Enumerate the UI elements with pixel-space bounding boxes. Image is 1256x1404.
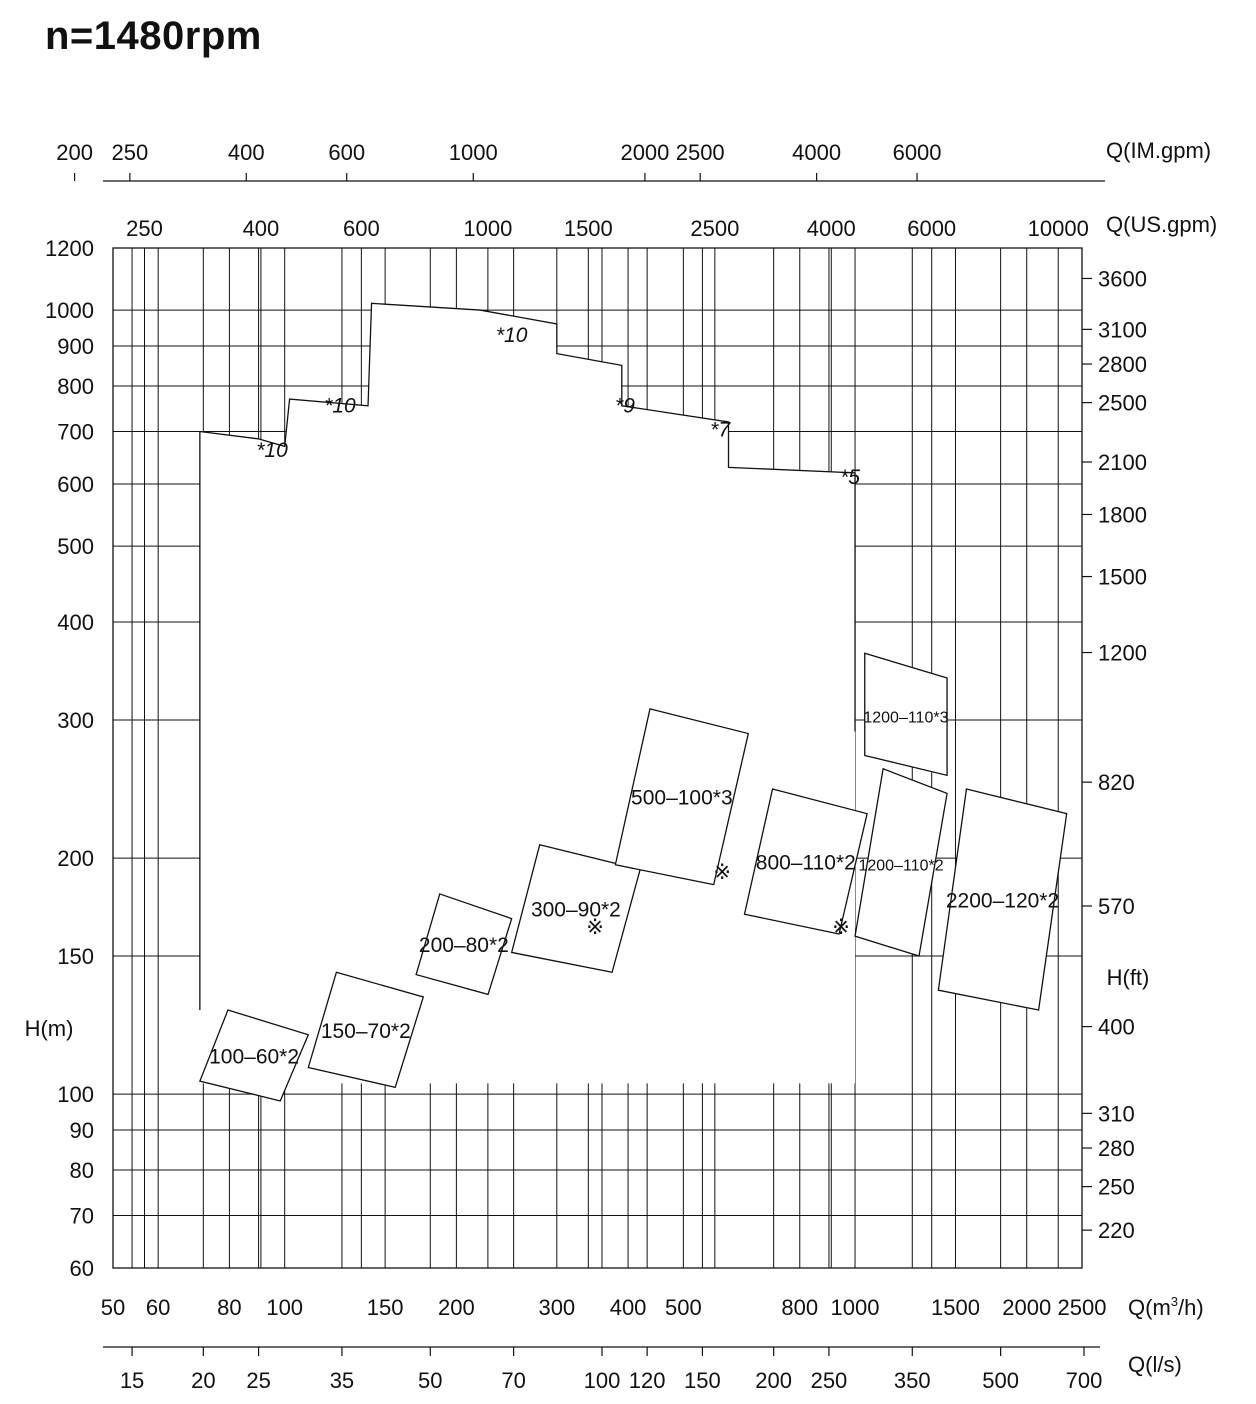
chart-title: n=1480rpm: [45, 14, 262, 58]
y-tick-label-m: 900: [57, 333, 94, 359]
x-tick-label-imgpm: 2500: [675, 140, 725, 165]
region-label: 300–90*2: [530, 898, 621, 922]
x-tick-label-ls: 120: [628, 1368, 666, 1393]
y-tick-label-ft: 310: [1098, 1101, 1135, 1127]
x-axis-title-imgpm: Q(IM.gpm): [1106, 138, 1212, 163]
x-tick-label-usgpm: 1500: [563, 216, 613, 241]
region-label: 800–110*2: [755, 851, 856, 875]
stage-label: *10: [495, 324, 528, 348]
stage-label: *9: [615, 394, 635, 418]
x-tick-label-m3h: 1500: [930, 1295, 980, 1320]
y-tick-label-ft: 400: [1098, 1014, 1135, 1040]
x-tick-label-ls: 100: [583, 1368, 621, 1393]
x-tick-label-ls: 500: [982, 1368, 1019, 1393]
y-tick-label-m: 80: [69, 1158, 94, 1184]
special-mark: ※: [832, 916, 850, 940]
x-tick-label-m3h: 800: [781, 1295, 819, 1320]
x-axis-title-ls: Q(l/s): [1128, 1352, 1182, 1377]
y-tick-label-ft: 2800: [1098, 352, 1147, 378]
x-tick-label-ls: 15: [119, 1368, 145, 1393]
x-tick-label-usgpm: 6000: [907, 216, 957, 241]
y-tick-label-m: 400: [57, 610, 94, 636]
y-tick-label-ft: 820: [1098, 770, 1135, 796]
x-tick-label-imgpm: 1000: [448, 140, 498, 165]
stage-label: *10: [324, 394, 356, 418]
x-tick-label-usgpm: 600: [342, 216, 380, 241]
x-tick-label-m3h: 60: [145, 1295, 171, 1320]
region-label: 150–70*2: [320, 1019, 411, 1043]
stage-label: *5: [840, 466, 860, 490]
region-label: 500–100*3: [631, 786, 733, 810]
x-tick-label-ls: 250: [810, 1368, 848, 1393]
special-mark: ※: [713, 861, 732, 885]
x-tick-label-ls: 700: [1065, 1368, 1103, 1393]
x-tick-label-m3h: 1000: [830, 1295, 880, 1320]
x-tick-label-usgpm: 250: [126, 216, 163, 241]
y-axis-title-ft: H(ft): [1106, 965, 1150, 990]
y-tick-label-ft: 1800: [1098, 502, 1147, 528]
x-tick-label-m3h: 300: [538, 1295, 576, 1320]
x-axis-title-usgpm: Q(US.gpm): [1106, 212, 1218, 237]
x-tick-label-m3h: 2000: [1002, 1295, 1052, 1320]
y-tick-label-m: 70: [69, 1203, 94, 1229]
y-tick-label-ft: 3600: [1098, 266, 1147, 292]
y-tick-label-m: 700: [57, 419, 94, 445]
x-tick-label-ls: 35: [329, 1368, 355, 1393]
x-tick-label-imgpm: 4000: [792, 140, 842, 165]
y-tick-label-m: 60: [69, 1256, 94, 1281]
y-tick-label-ft: 220: [1098, 1218, 1135, 1244]
x-tick-label-ls: 25: [246, 1368, 271, 1393]
x-tick-label-ls: 20: [191, 1368, 216, 1393]
y-tick-label-m: 500: [57, 534, 94, 560]
y-tick-label-m: 90: [69, 1117, 94, 1143]
y-tick-label-ft: 250: [1098, 1174, 1135, 1200]
x-tick-label-imgpm: 6000: [892, 140, 942, 165]
x-tick-label-usgpm: 2500: [690, 216, 740, 241]
x-tick-label-m3h: 100: [266, 1295, 304, 1320]
x-tick-label-imgpm: 2000: [620, 140, 670, 165]
stage-label: *7: [710, 418, 731, 442]
region-label: 1200–110*2: [858, 857, 944, 875]
x-tick-label-imgpm: 250: [111, 140, 149, 165]
x-tick-label-m3h: 80: [217, 1295, 242, 1320]
y-tick-label-ft: 2100: [1098, 449, 1147, 475]
x-tick-label-ls: 200: [755, 1368, 793, 1393]
y-tick-label-ft: 570: [1098, 893, 1135, 919]
envelope: [200, 303, 855, 1083]
x-tick-label-m3h: 500: [664, 1295, 702, 1320]
x-tick-label-ls: 350: [893, 1368, 931, 1393]
x-tick-label-m3h: 400: [609, 1295, 647, 1320]
region-label: 100–60*2: [209, 1045, 300, 1069]
x-tick-label-m3h: 50: [100, 1295, 126, 1320]
region-label: 1200–110*3: [863, 709, 949, 727]
y-tick-label-m: 150: [57, 944, 94, 970]
y-tick-label-m: 300: [57, 708, 94, 734]
y-tick-label-m: 800: [57, 374, 94, 400]
x-tick-label-usgpm: 1000: [463, 216, 513, 241]
x-tick-label-imgpm: 400: [227, 140, 265, 165]
x-tick-label-m3h: 2500: [1057, 1295, 1107, 1320]
y-tick-label-m: 1200: [45, 236, 94, 261]
x-tick-label-usgpm: 10000: [1027, 216, 1089, 241]
x-tick-label-usgpm: 4000: [806, 216, 856, 241]
y-axis-title-m: H(m): [24, 1016, 74, 1041]
special-mark: ※: [586, 916, 604, 940]
x-tick-label-imgpm: 600: [328, 140, 366, 165]
x-tick-label-imgpm: 200: [56, 140, 93, 165]
region-label: 2200–120*2: [945, 889, 1060, 913]
region-label: 200–80*2: [418, 934, 509, 958]
stage-label: *10: [256, 438, 288, 462]
x-tick-label-ls: 150: [684, 1368, 721, 1393]
y-tick-label-m: 100: [57, 1082, 94, 1108]
x-axis-title-end: /h): [1178, 1295, 1204, 1320]
x-axis-title-m3h: $Q(m^3/h)$: [1128, 1294, 1204, 1320]
x-tick-label-m3h: 150: [366, 1295, 404, 1320]
x-tick-label-usgpm: 400: [242, 216, 280, 241]
y-tick-label-m: 200: [57, 846, 94, 872]
x-tick-label-ls: 70: [501, 1368, 526, 1393]
y-tick-label-m: 1000: [45, 298, 94, 324]
y-tick-label-m: 600: [57, 472, 94, 498]
envelope-fill: [200, 303, 855, 1083]
y-tick-label-ft: 280: [1098, 1136, 1135, 1162]
y-tick-label-ft: 3100: [1098, 317, 1147, 343]
x-tick-label-ls: 50: [418, 1368, 443, 1393]
x-tick-label-m3h: 200: [438, 1295, 475, 1320]
y-tick-label-ft: 1500: [1098, 564, 1147, 590]
x-axis-title-sup: 3: [1170, 1294, 1178, 1309]
y-tick-label-ft: 2500: [1098, 390, 1147, 416]
y-tick-label-ft: 1200: [1098, 640, 1147, 666]
